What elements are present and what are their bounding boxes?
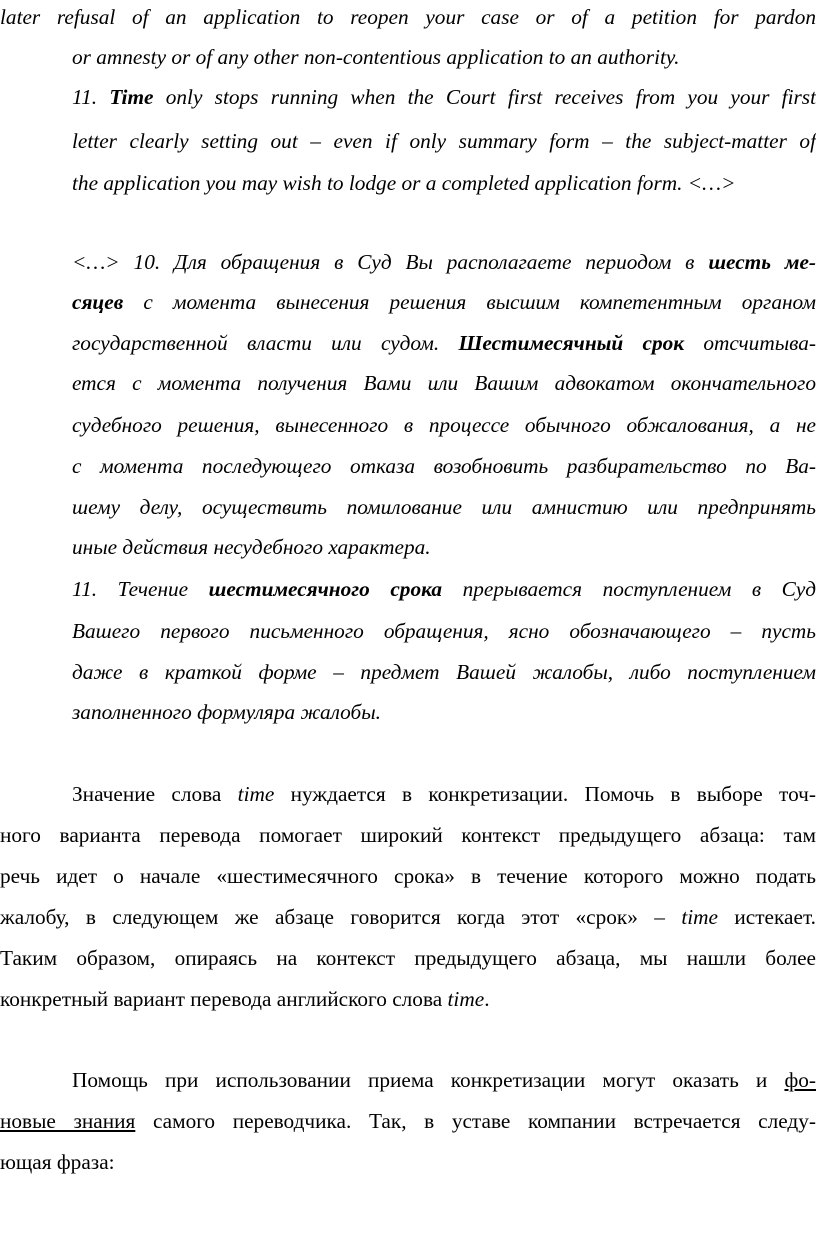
text-span: нуждается в конкретизации. Помочь в выборе точ- [274, 782, 816, 806]
text-span: с момента вынесения решения высшим компетентным органом [123, 290, 816, 314]
emphasis-months: сяцев [72, 290, 124, 314]
text-span: <…> 10. Для обращения в Суд Вы располагаете периодом в [72, 250, 709, 274]
english-quote-line-3 [0, 82, 816, 122]
russian-quote-line-12: заполненного формуляра жалобы. [72, 700, 381, 724]
text-span: жалобу, в следующем же абзаце говорится когда этот «срок» – [0, 905, 682, 929]
russian-quote-line-8: иные действия несудебного характера. [72, 535, 431, 559]
russian-quote-line-7: шему делу, осуществить помилование или амнистию или предпринять [72, 495, 816, 519]
commentary-line-4 [0, 902, 816, 942]
item-number: 11. [72, 85, 110, 109]
commentary-line-6 [0, 984, 816, 1024]
english-quote-line-4: letter clearly setting out – even if only summary form – the subject-matter of [72, 129, 816, 153]
commentary-line-1 [0, 779, 816, 819]
term-time: time [681, 905, 719, 929]
text-span: . [484, 987, 490, 1011]
underlined-term-background-knowledge-2: новые знания [0, 1109, 136, 1133]
russian-quote-line-2 [0, 287, 816, 327]
help-line-3: ющая фраза: [0, 1150, 115, 1174]
text-span: отсчитыва- [684, 331, 816, 355]
text-span: государственной власти или судом. [72, 331, 459, 355]
emphasis-six-month-term: Шестимесячный срок [458, 331, 685, 355]
english-quote-line-2: or amnesty or of any other non-contentious application to an authority. [72, 45, 680, 69]
text-span: конкретный вариант перевода английского слова [0, 987, 448, 1011]
russian-quote-line-4: ется с момента получения Вами или Вашим адвокатом окончательного [72, 371, 816, 395]
russian-quote-line-5: судебного решения, вынесенного в процессе обычного обжалования, а не [72, 413, 816, 437]
text-span: самого переводчика. Так, в уставе компании встречается следу- [135, 1109, 816, 1133]
commentary-line-5: Таким образом, опираясь на контекст предыдущего абзаца, мы нашли более [0, 946, 816, 970]
text-span: истекает. [718, 905, 816, 929]
russian-quote-line-1 [0, 247, 816, 287]
text-span: Помощь при использовании приема конкретизации могут оказать и [72, 1068, 785, 1092]
text-span: Значение слова [72, 782, 238, 806]
russian-quote-line-10: Вашего первого письменного обращения, ясно обозначающего – пусть [72, 619, 816, 643]
text-span: 11. Течение [72, 577, 209, 601]
emphasis-time: Time [109, 85, 154, 109]
emphasis-six-month-term-2: шестимесячного срока [208, 577, 443, 601]
term-time: time [447, 987, 485, 1011]
russian-quote-line-9 [0, 574, 816, 614]
english-quote-line-1: later refusal of an application to reopen your case or of a petition for pardon [0, 5, 816, 29]
commentary-line-3: речь идет о начале «шестимесячного срока» в течение которого можно подать [0, 864, 816, 888]
text-span: прерывается поступлением в Суд [442, 577, 816, 601]
text-span: only stops running when the Court first receives from you your first [153, 85, 816, 109]
emphasis-six-months: шесть ме- [708, 250, 816, 274]
term-time: time [237, 782, 275, 806]
underlined-term-background-knowledge: фо- [784, 1068, 816, 1092]
russian-quote-line-6: с момента последующего отказа возобновить разбирательство по Ва- [72, 454, 816, 478]
help-line-1 [0, 1065, 816, 1105]
russian-quote-line-11: даже в краткой форме – предмет Вашей жалобы, либо поступлением [72, 660, 816, 684]
commentary-line-2: ного варианта перевода помогает широкий контекст предыдущего абзаца: там [0, 823, 816, 847]
russian-quote-line-3 [0, 328, 816, 368]
help-line-2 [0, 1106, 816, 1146]
english-quote-line-5: the application you may wish to lodge or a completed application form. <…> [72, 171, 736, 195]
